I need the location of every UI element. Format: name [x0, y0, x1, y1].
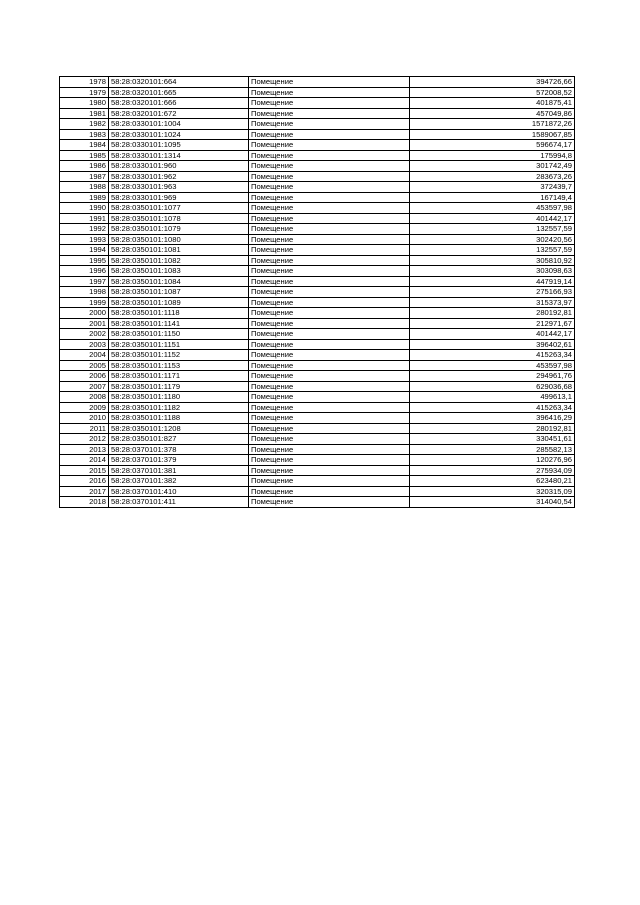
row-number-cell: 1980 [60, 98, 109, 109]
cadastral-number-cell: 58:28:0350101:1180 [109, 392, 249, 403]
cadastral-number-cell: 58:28:0330101:1024 [109, 129, 249, 140]
object-type-cell: Помещение [249, 255, 410, 266]
object-type-cell: Помещение [249, 413, 410, 424]
cadastral-table [59, 76, 575, 508]
row-number-cell: 1991 [60, 213, 109, 224]
value-cell: 623480,21 [410, 476, 575, 487]
cadastral-number-cell: 58:28:0320101:665 [109, 87, 249, 98]
table-row [60, 402, 575, 413]
cadastral-number-cell: 58:28:0320101:664 [109, 77, 249, 88]
value-cell: 394726,66 [410, 77, 575, 88]
row-number-cell: 1990 [60, 203, 109, 214]
table-row [60, 245, 575, 256]
table-row [60, 444, 575, 455]
table-row [60, 329, 575, 340]
cadastral-number-cell: 58:28:0350101:1152 [109, 350, 249, 361]
row-number-cell: 1979 [60, 87, 109, 98]
object-type-cell: Помещение [249, 213, 410, 224]
table-row [60, 350, 575, 361]
object-type-cell: Помещение [249, 476, 410, 487]
object-type-cell: Помещение [249, 287, 410, 298]
row-number-cell: 1984 [60, 140, 109, 151]
value-cell: 212971,67 [410, 318, 575, 329]
table-row [60, 476, 575, 487]
object-type-cell: Помещение [249, 329, 410, 340]
row-number-cell: 1988 [60, 182, 109, 193]
value-cell: 1571872,26 [410, 119, 575, 130]
cadastral-number-cell: 58:28:0350101:1080 [109, 234, 249, 245]
row-number-cell: 1986 [60, 161, 109, 172]
cadastral-number-cell: 58:28:0350101:1151 [109, 339, 249, 350]
row-number-cell: 2018 [60, 497, 109, 508]
object-type-cell: Помещение [249, 87, 410, 98]
value-cell: 132557,59 [410, 224, 575, 235]
value-cell: 572008,52 [410, 87, 575, 98]
cadastral-number-cell: 58:28:0350101:1077 [109, 203, 249, 214]
cadastral-number-cell: 58:28:0350101:1081 [109, 245, 249, 256]
table-row [60, 234, 575, 245]
cadastral-number-cell: 58:28:0330101:1095 [109, 140, 249, 151]
table-row [60, 339, 575, 350]
table-row [60, 413, 575, 424]
row-number-cell: 1998 [60, 287, 109, 298]
table-row [60, 371, 575, 382]
cadastral-number-cell: 58:28:0350101:1079 [109, 224, 249, 235]
row-number-cell: 1982 [60, 119, 109, 130]
row-number-cell: 2003 [60, 339, 109, 350]
cadastral-number-cell: 58:28:0330101:962 [109, 171, 249, 182]
table-row [60, 119, 575, 130]
object-type-cell: Помещение [249, 402, 410, 413]
row-number-cell: 1983 [60, 129, 109, 140]
object-type-cell: Помещение [249, 266, 410, 277]
row-number-cell: 2001 [60, 318, 109, 329]
row-number-cell: 1992 [60, 224, 109, 235]
value-cell: 415263,34 [410, 350, 575, 361]
value-cell: 415263,34 [410, 402, 575, 413]
value-cell: 175994,8 [410, 150, 575, 161]
object-type-cell: Помещение [249, 339, 410, 350]
cadastral-number-cell: 58:28:0350101:827 [109, 434, 249, 445]
value-cell: 401442,17 [410, 329, 575, 340]
object-type-cell: Помещение [249, 276, 410, 287]
row-number-cell: 2006 [60, 371, 109, 382]
table-row [60, 161, 575, 172]
cadastral-number-cell: 58:28:0370101:379 [109, 455, 249, 466]
value-cell: 330451,61 [410, 434, 575, 445]
cadastral-number-cell: 58:28:0370101:411 [109, 497, 249, 508]
cadastral-number-cell: 58:28:0320101:666 [109, 98, 249, 109]
value-cell: 120276,96 [410, 455, 575, 466]
object-type-cell: Помещение [249, 392, 410, 403]
table-row [60, 434, 575, 445]
table-row [60, 465, 575, 476]
value-cell: 372439,7 [410, 182, 575, 193]
cadastral-number-cell: 58:28:0350101:1171 [109, 371, 249, 382]
table-row [60, 129, 575, 140]
value-cell: 320315,09 [410, 486, 575, 497]
table-row [60, 455, 575, 466]
value-cell: 629036,68 [410, 381, 575, 392]
table-row [60, 77, 575, 88]
cadastral-number-cell: 58:28:0350101:1082 [109, 255, 249, 266]
row-number-cell: 2015 [60, 465, 109, 476]
row-number-cell: 2014 [60, 455, 109, 466]
row-number-cell: 1981 [60, 108, 109, 119]
object-type-cell: Помещение [249, 434, 410, 445]
value-cell: 280192,81 [410, 308, 575, 319]
object-type-cell: Помещение [249, 444, 410, 455]
object-type-cell: Помещение [249, 98, 410, 109]
object-type-cell: Помещение [249, 455, 410, 466]
row-number-cell: 2017 [60, 486, 109, 497]
object-type-cell: Помещение [249, 381, 410, 392]
cadastral-number-cell: 58:28:0350101:1078 [109, 213, 249, 224]
object-type-cell: Помещение [249, 371, 410, 382]
table-row [60, 255, 575, 266]
value-cell: 303098,63 [410, 266, 575, 277]
value-cell: 401875,41 [410, 98, 575, 109]
row-number-cell: 1996 [60, 266, 109, 277]
cadastral-number-cell: 58:28:0330101:969 [109, 192, 249, 203]
object-type-cell: Помещение [249, 318, 410, 329]
value-cell: 401442,17 [410, 213, 575, 224]
object-type-cell: Помещение [249, 171, 410, 182]
table-row [60, 182, 575, 193]
cadastral-number-cell: 58:28:0370101:410 [109, 486, 249, 497]
cadastral-number-cell: 58:28:0350101:1150 [109, 329, 249, 340]
cadastral-number-cell: 58:28:0330101:1004 [109, 119, 249, 130]
object-type-cell: Помещение [249, 161, 410, 172]
table-row [60, 381, 575, 392]
object-type-cell: Помещение [249, 234, 410, 245]
row-number-cell: 2009 [60, 402, 109, 413]
cadastral-number-cell: 58:28:0370101:378 [109, 444, 249, 455]
table-row [60, 287, 575, 298]
cadastral-number-cell: 58:28:0350101:1141 [109, 318, 249, 329]
value-cell: 314040,54 [410, 497, 575, 508]
table-row [60, 308, 575, 319]
row-number-cell: 1987 [60, 171, 109, 182]
value-cell: 132557,59 [410, 245, 575, 256]
row-number-cell: 2004 [60, 350, 109, 361]
row-number-cell: 2011 [60, 423, 109, 434]
row-number-cell: 2016 [60, 476, 109, 487]
value-cell: 1589067,85 [410, 129, 575, 140]
cadastral-number-cell: 58:28:0350101:1182 [109, 402, 249, 413]
value-cell: 596674,17 [410, 140, 575, 151]
object-type-cell: Помещение [249, 129, 410, 140]
value-cell: 283673,26 [410, 171, 575, 182]
table-row [60, 213, 575, 224]
object-type-cell: Помещение [249, 423, 410, 434]
object-type-cell: Помещение [249, 150, 410, 161]
object-type-cell: Помещение [249, 182, 410, 193]
cadastral-number-cell: 58:28:0350101:1208 [109, 423, 249, 434]
object-type-cell: Помещение [249, 497, 410, 508]
row-number-cell: 1978 [60, 77, 109, 88]
cadastral-number-cell: 58:28:0350101:1188 [109, 413, 249, 424]
row-number-cell: 1985 [60, 150, 109, 161]
object-type-cell: Помещение [249, 465, 410, 476]
table-row [60, 392, 575, 403]
row-number-cell: 2013 [60, 444, 109, 455]
value-cell: 302420,56 [410, 234, 575, 245]
value-cell: 457049,86 [410, 108, 575, 119]
object-type-cell: Помещение [249, 108, 410, 119]
table-body [60, 77, 575, 508]
row-number-cell: 2008 [60, 392, 109, 403]
cadastral-number-cell: 58:28:0330101:963 [109, 182, 249, 193]
object-type-cell: Помещение [249, 224, 410, 235]
object-type-cell: Помещение [249, 308, 410, 319]
table-row [60, 276, 575, 287]
value-cell: 499613,1 [410, 392, 575, 403]
row-number-cell: 1997 [60, 276, 109, 287]
value-cell: 396416,29 [410, 413, 575, 424]
object-type-cell: Помещение [249, 203, 410, 214]
cadastral-number-cell: 58:28:0350101:1089 [109, 297, 249, 308]
row-number-cell: 1993 [60, 234, 109, 245]
row-number-cell: 1995 [60, 255, 109, 266]
row-number-cell: 2000 [60, 308, 109, 319]
value-cell: 315373,97 [410, 297, 575, 308]
object-type-cell: Помещение [249, 486, 410, 497]
cadastral-number-cell: 58:28:0330101:1314 [109, 150, 249, 161]
row-number-cell: 1994 [60, 245, 109, 256]
object-type-cell: Помещение [249, 245, 410, 256]
object-type-cell: Помещение [249, 77, 410, 88]
table-row [60, 297, 575, 308]
object-type-cell: Помещение [249, 350, 410, 361]
table-row [60, 203, 575, 214]
object-type-cell: Помещение [249, 360, 410, 371]
cadastral-number-cell: 58:28:0350101:1153 [109, 360, 249, 371]
cadastral-number-cell: 58:28:0350101:1179 [109, 381, 249, 392]
row-number-cell: 2007 [60, 381, 109, 392]
value-cell: 294961,76 [410, 371, 575, 382]
object-type-cell: Помещение [249, 140, 410, 151]
cadastral-number-cell: 58:28:0370101:382 [109, 476, 249, 487]
value-cell: 453597,98 [410, 360, 575, 371]
table-row [60, 171, 575, 182]
row-number-cell: 1999 [60, 297, 109, 308]
object-type-cell: Помещение [249, 297, 410, 308]
cadastral-number-cell: 58:28:0320101:672 [109, 108, 249, 119]
value-cell: 305810,92 [410, 255, 575, 266]
cadastral-number-cell: 58:28:0350101:1087 [109, 287, 249, 298]
value-cell: 285582,13 [410, 444, 575, 455]
value-cell: 275166,93 [410, 287, 575, 298]
cadastral-number-cell: 58:28:0330101:960 [109, 161, 249, 172]
row-number-cell: 2010 [60, 413, 109, 424]
table-row [60, 98, 575, 109]
value-cell: 167149,4 [410, 192, 575, 203]
table-row [60, 266, 575, 277]
cadastral-number-cell: 58:28:0350101:1118 [109, 308, 249, 319]
table-row [60, 224, 575, 235]
row-number-cell: 2002 [60, 329, 109, 340]
object-type-cell: Помещение [249, 192, 410, 203]
cadastral-number-cell: 58:28:0350101:1083 [109, 266, 249, 277]
row-number-cell: 2012 [60, 434, 109, 445]
table-row [60, 423, 575, 434]
value-cell: 447919,14 [410, 276, 575, 287]
value-cell: 280192,81 [410, 423, 575, 434]
table-row [60, 192, 575, 203]
value-cell: 275934,09 [410, 465, 575, 476]
cadastral-number-cell: 58:28:0350101:1084 [109, 276, 249, 287]
row-number-cell: 2005 [60, 360, 109, 371]
value-cell: 396402,61 [410, 339, 575, 350]
table-row [60, 140, 575, 151]
table-row [60, 87, 575, 98]
table-row [60, 318, 575, 329]
table-row [60, 360, 575, 371]
cadastral-number-cell: 58:28:0370101:381 [109, 465, 249, 476]
table-row [60, 150, 575, 161]
table-row [60, 497, 575, 508]
value-cell: 301742,49 [410, 161, 575, 172]
table-row [60, 486, 575, 497]
object-type-cell: Помещение [249, 119, 410, 130]
table-row [60, 108, 575, 119]
row-number-cell: 1989 [60, 192, 109, 203]
value-cell: 453597,98 [410, 203, 575, 214]
